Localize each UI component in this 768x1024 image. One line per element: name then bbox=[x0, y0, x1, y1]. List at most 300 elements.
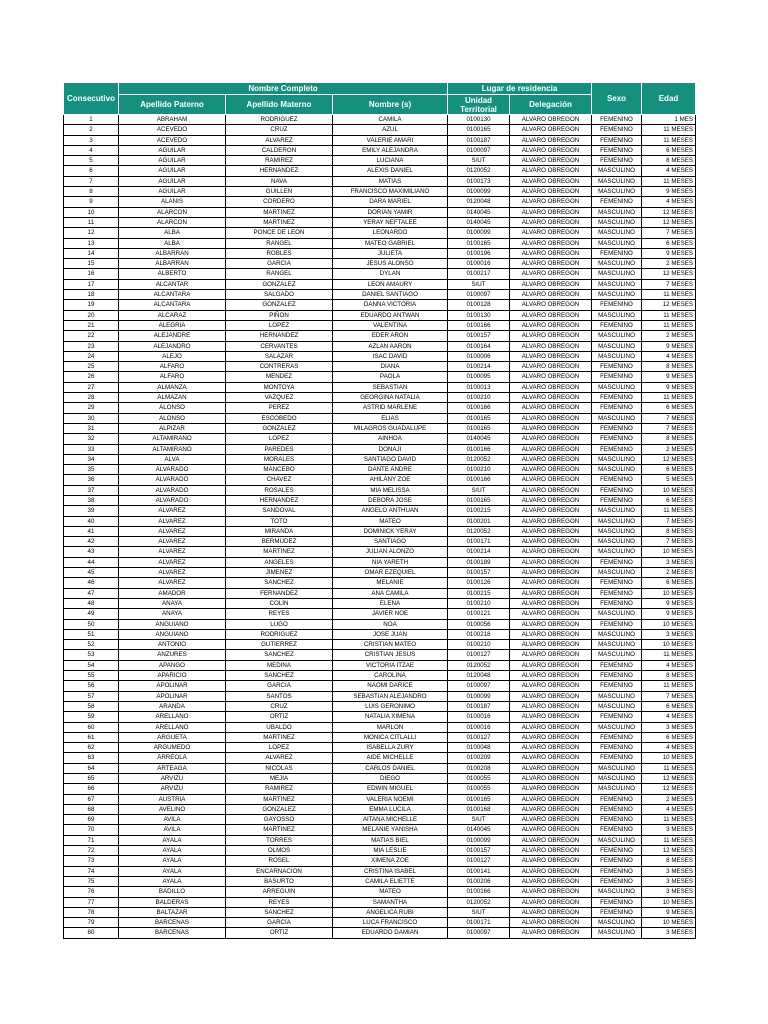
cell-sexo: FEMENINO bbox=[592, 619, 642, 629]
cell-edad: 3 MESES bbox=[642, 928, 696, 938]
cell-nombres: CARLOS DANIEL bbox=[333, 763, 448, 773]
cell-consecutivo: 8 bbox=[64, 187, 119, 197]
cell-consecutivo: 14 bbox=[64, 248, 119, 258]
cell-apellido-materno: RAMIREZ bbox=[226, 784, 333, 794]
cell-edad: 11 MESES bbox=[642, 835, 696, 845]
cell-sexo: FEMENINO bbox=[592, 588, 642, 598]
cell-nombres: DONAJI bbox=[333, 444, 448, 454]
cell-apellido-materno: SANDOVAL bbox=[226, 506, 333, 516]
cell-edad: 4 MESES bbox=[642, 660, 696, 670]
cell-nombres: ANA CAMILA bbox=[333, 588, 448, 598]
cell-edad: 4 MESES bbox=[642, 166, 696, 176]
cell-apellido-paterno: ALVAREZ bbox=[119, 506, 226, 516]
cell-consecutivo: 78 bbox=[64, 907, 119, 917]
cell-nombres: CAROLINA bbox=[333, 671, 448, 681]
cell-delegacion: ALVARO OBREGON bbox=[510, 454, 592, 464]
cell-nombres: DYLAN bbox=[333, 269, 448, 279]
cell-apellido-materno: BERMUDEZ bbox=[226, 537, 333, 547]
cell-apellido-materno: CONTRERAS bbox=[226, 362, 333, 372]
cell-edad: 12 MESES bbox=[642, 774, 696, 784]
cell-sexo: FEMENINO bbox=[592, 876, 642, 886]
cell-unidad-territorial: 0100210 bbox=[448, 640, 510, 650]
cell-apellido-paterno: ANTONIO bbox=[119, 640, 226, 650]
cell-edad: 1 MES bbox=[642, 115, 696, 125]
cell-delegacion: ALVARO OBREGON bbox=[510, 115, 592, 125]
cell-apellido-paterno: AGUILAR bbox=[119, 145, 226, 155]
cell-apellido-materno: SANCHEZ bbox=[226, 671, 333, 681]
cell-apellido-paterno: ALVAREZ bbox=[119, 526, 226, 536]
cell-unidad-territorial: 0140045 bbox=[448, 825, 510, 835]
cell-apellido-paterno: AMADOR bbox=[119, 588, 226, 598]
cell-sexo: MASCULINO bbox=[592, 568, 642, 578]
header-nombre-completo: Nombre Completo bbox=[119, 83, 448, 95]
cell-apellido-materno: LUGO bbox=[226, 619, 333, 629]
cell-delegacion: ALVARO OBREGON bbox=[510, 691, 592, 701]
cell-apellido-materno: ORTIZ bbox=[226, 712, 333, 722]
cell-delegacion: ALVARO OBREGON bbox=[510, 835, 592, 845]
cell-apellido-materno: SALGADO bbox=[226, 290, 333, 300]
cell-unidad-territorial: 0100126 bbox=[448, 578, 510, 588]
cell-delegacion: ALVARO OBREGON bbox=[510, 640, 592, 650]
cell-apellido-paterno: AVILA bbox=[119, 815, 226, 825]
cell-delegacion: ALVARO OBREGON bbox=[510, 774, 592, 784]
cell-sexo: MASCULINO bbox=[592, 774, 642, 784]
cell-consecutivo: 40 bbox=[64, 516, 119, 526]
cell-apellido-paterno: AYALA bbox=[119, 856, 226, 866]
cell-nombres: YERAY NEFTALEE bbox=[333, 217, 448, 227]
cell-consecutivo: 20 bbox=[64, 310, 119, 320]
cell-sexo: MASCULINO bbox=[592, 279, 642, 289]
cell-apellido-paterno: ALVA bbox=[119, 454, 226, 464]
cell-unidad-territorial: 0100214 bbox=[448, 362, 510, 372]
cell-delegacion: ALVARO OBREGON bbox=[510, 362, 592, 372]
cell-sexo: FEMENINO bbox=[592, 485, 642, 495]
table-row bbox=[64, 804, 696, 814]
table-row bbox=[64, 609, 696, 619]
cell-sexo: FEMENINO bbox=[592, 393, 642, 403]
cell-sexo: FEMENINO bbox=[592, 846, 642, 856]
cell-consecutivo: 71 bbox=[64, 835, 119, 845]
cell-apellido-materno: RAMIREZ bbox=[226, 156, 333, 166]
cell-apellido-materno: ALVAREZ bbox=[226, 753, 333, 763]
cell-nombres: SANTIAGO DAVID bbox=[333, 454, 448, 464]
cell-apellido-materno: GONZALEZ bbox=[226, 279, 333, 289]
cell-consecutivo: 39 bbox=[64, 506, 119, 516]
cell-edad: 10 MESES bbox=[642, 753, 696, 763]
table-row bbox=[64, 495, 696, 505]
cell-delegacion: ALVARO OBREGON bbox=[510, 866, 592, 876]
cell-apellido-paterno: ARGUMEDO bbox=[119, 743, 226, 753]
cell-nombres: EMILY ALEJANDRA bbox=[333, 145, 448, 155]
cell-consecutivo: 76 bbox=[64, 887, 119, 897]
table-row bbox=[64, 341, 696, 351]
cell-consecutivo: 52 bbox=[64, 640, 119, 650]
cell-nombres: CAMILA ELIETTE bbox=[333, 876, 448, 886]
cell-sexo: MASCULINO bbox=[592, 351, 642, 361]
cell-apellido-materno: PONCE DE LEON bbox=[226, 228, 333, 238]
cell-consecutivo: 68 bbox=[64, 804, 119, 814]
cell-sexo: MASCULINO bbox=[592, 238, 642, 248]
cell-consecutivo: 74 bbox=[64, 866, 119, 876]
cell-delegacion: ALVARO OBREGON bbox=[510, 413, 592, 423]
cell-apellido-materno: JIMENEZ bbox=[226, 568, 333, 578]
table-row bbox=[64, 115, 696, 125]
cell-nombres: LUCIANA bbox=[333, 156, 448, 166]
cell-apellido-materno: MARTINEZ bbox=[226, 217, 333, 227]
cell-consecutivo: 65 bbox=[64, 774, 119, 784]
cell-sexo: MASCULINO bbox=[592, 269, 642, 279]
cell-sexo: FEMENINO bbox=[592, 712, 642, 722]
cell-sexo: FEMENINO bbox=[592, 897, 642, 907]
cell-apellido-paterno: ALVAREZ bbox=[119, 557, 226, 567]
cell-delegacion: ALVARO OBREGON bbox=[510, 701, 592, 711]
cell-apellido-paterno: ALBERTO bbox=[119, 269, 226, 279]
cell-delegacion: ALVARO OBREGON bbox=[510, 269, 592, 279]
cell-apellido-paterno: ANAYA bbox=[119, 598, 226, 608]
cell-apellido-materno: ROSALES bbox=[226, 485, 333, 495]
cell-consecutivo: 11 bbox=[64, 217, 119, 227]
cell-unidad-territorial: 0120052 bbox=[448, 526, 510, 536]
cell-apellido-paterno: ALEGRIA bbox=[119, 320, 226, 330]
cell-delegacion: ALVARO OBREGON bbox=[510, 557, 592, 567]
cell-sexo: FEMENINO bbox=[592, 300, 642, 310]
cell-edad: 10 MESES bbox=[642, 918, 696, 928]
header-lugar-residencia: Lugar de residencia bbox=[448, 83, 592, 95]
cell-apellido-paterno: ARVIZU bbox=[119, 784, 226, 794]
cell-apellido-paterno: AGUILAR bbox=[119, 156, 226, 166]
cell-delegacion: ALVARO OBREGON bbox=[510, 176, 592, 186]
table-row bbox=[64, 722, 696, 732]
table-row bbox=[64, 547, 696, 557]
cell-apellido-paterno: AYALA bbox=[119, 835, 226, 845]
cell-apellido-paterno: ALEJANDRE bbox=[119, 331, 226, 341]
cell-apellido-materno: MENDEZ bbox=[226, 372, 333, 382]
cell-unidad-territorial: 0100157 bbox=[448, 331, 510, 341]
cell-nombres: VALENTINA bbox=[333, 320, 448, 330]
cell-delegacion: ALVARO OBREGON bbox=[510, 423, 592, 433]
cell-nombres: DEBORA JOSE bbox=[333, 495, 448, 505]
cell-unidad-territorial: 0100171 bbox=[448, 918, 510, 928]
cell-unidad-territorial: 0100056 bbox=[448, 619, 510, 629]
cell-unidad-territorial: 0120048 bbox=[448, 197, 510, 207]
cell-edad: 7 MESES bbox=[642, 423, 696, 433]
cell-unidad-territorial: 0100210 bbox=[448, 598, 510, 608]
cell-consecutivo: 42 bbox=[64, 537, 119, 547]
cell-consecutivo: 46 bbox=[64, 578, 119, 588]
cell-apellido-materno: COLIN bbox=[226, 598, 333, 608]
cell-nombres: LUCA FRANCISCO bbox=[333, 918, 448, 928]
cell-apellido-materno: GONZALEZ bbox=[226, 423, 333, 433]
cell-consecutivo: 43 bbox=[64, 547, 119, 557]
cell-consecutivo: 34 bbox=[64, 454, 119, 464]
cell-unidad-territorial: 0100166 bbox=[448, 444, 510, 454]
cell-consecutivo: 13 bbox=[64, 238, 119, 248]
cell-nombres: ELENA bbox=[333, 598, 448, 608]
cell-unidad-territorial: S/UT bbox=[448, 485, 510, 495]
cell-delegacion: ALVARO OBREGON bbox=[510, 526, 592, 536]
cell-apellido-materno: MARTINEZ bbox=[226, 825, 333, 835]
table-row bbox=[64, 640, 696, 650]
cell-sexo: FEMENINO bbox=[592, 866, 642, 876]
cell-consecutivo: 15 bbox=[64, 259, 119, 269]
cell-apellido-materno: GARCIA bbox=[226, 259, 333, 269]
table-row bbox=[64, 743, 696, 753]
cell-nombres: NAOMI DARICE bbox=[333, 681, 448, 691]
cell-edad: 2 MESES bbox=[642, 331, 696, 341]
cell-nombres: XIMENA ZOE bbox=[333, 856, 448, 866]
cell-unidad-territorial: 0100209 bbox=[448, 753, 510, 763]
cell-sexo: FEMENINO bbox=[592, 444, 642, 454]
cell-consecutivo: 64 bbox=[64, 763, 119, 773]
cell-edad: 11 MESES bbox=[642, 393, 696, 403]
cell-nombres: EDWIN MIGUEL bbox=[333, 784, 448, 794]
cell-delegacion: ALVARO OBREGON bbox=[510, 722, 592, 732]
cell-delegacion: ALVARO OBREGON bbox=[510, 609, 592, 619]
table-row bbox=[64, 526, 696, 536]
cell-edad: 3 MESES bbox=[642, 866, 696, 876]
cell-nombres: EDUARDO DAMIAN bbox=[333, 928, 448, 938]
cell-edad: 4 MESES bbox=[642, 197, 696, 207]
table-row bbox=[64, 145, 696, 155]
table-row bbox=[64, 846, 696, 856]
table-row bbox=[64, 217, 696, 227]
cell-apellido-materno: CRUZ bbox=[226, 125, 333, 135]
table-row bbox=[64, 557, 696, 567]
cell-consecutivo: 30 bbox=[64, 413, 119, 423]
cell-unidad-territorial: S/UT bbox=[448, 815, 510, 825]
cell-apellido-materno: CERVANTES bbox=[226, 341, 333, 351]
cell-nombres: SANTIAGO bbox=[333, 537, 448, 547]
cell-apellido-materno: MIRANDA bbox=[226, 526, 333, 536]
table-row bbox=[64, 135, 696, 145]
cell-apellido-materno: ESCOBEDO bbox=[226, 413, 333, 423]
cell-edad: 4 MESES bbox=[642, 712, 696, 722]
cell-apellido-paterno: ALBARRAN bbox=[119, 259, 226, 269]
cell-edad: 12 MESES bbox=[642, 784, 696, 794]
cell-nombres: EDER ARON bbox=[333, 331, 448, 341]
cell-edad: 12 MESES bbox=[642, 217, 696, 227]
cell-delegacion: ALVARO OBREGON bbox=[510, 568, 592, 578]
cell-apellido-paterno: AGUILAR bbox=[119, 176, 226, 186]
cell-nombres: NIA YARETH bbox=[333, 557, 448, 567]
cell-apellido-materno: SANTOS bbox=[226, 691, 333, 701]
cell-delegacion: ALVARO OBREGON bbox=[510, 928, 592, 938]
cell-sexo: MASCULINO bbox=[592, 650, 642, 660]
cell-edad: 2 MESES bbox=[642, 444, 696, 454]
cell-unidad-territorial: 0140045 bbox=[448, 217, 510, 227]
cell-apellido-paterno: ARTEAGA bbox=[119, 763, 226, 773]
cell-apellido-materno: TORRES bbox=[226, 835, 333, 845]
cell-consecutivo: 53 bbox=[64, 650, 119, 660]
cell-apellido-materno: GUTIERREZ bbox=[226, 640, 333, 650]
cell-apellido-paterno: ALVAREZ bbox=[119, 537, 226, 547]
cell-apellido-materno: GONZALEZ bbox=[226, 804, 333, 814]
cell-apellido-materno: CORDERO bbox=[226, 197, 333, 207]
cell-edad: 7 MESES bbox=[642, 537, 696, 547]
cell-apellido-paterno: ALFARO bbox=[119, 372, 226, 382]
cell-consecutivo: 2 bbox=[64, 125, 119, 135]
cell-apellido-materno: LOPEZ bbox=[226, 743, 333, 753]
cell-apellido-materno: SANCHEZ bbox=[226, 650, 333, 660]
cell-edad: 9 MESES bbox=[642, 609, 696, 619]
cell-apellido-materno: ROSEL bbox=[226, 856, 333, 866]
cell-edad: 6 MESES bbox=[642, 495, 696, 505]
cell-unidad-territorial: 0100157 bbox=[448, 568, 510, 578]
cell-apellido-paterno: ALEJANDRO bbox=[119, 341, 226, 351]
table-row bbox=[64, 907, 696, 917]
cell-edad: 10 MESES bbox=[642, 897, 696, 907]
cell-edad: 7 MESES bbox=[642, 691, 696, 701]
cell-sexo: MASCULINO bbox=[592, 382, 642, 392]
table-row bbox=[64, 485, 696, 495]
cell-delegacion: ALVARO OBREGON bbox=[510, 372, 592, 382]
cell-sexo: FEMENINO bbox=[592, 753, 642, 763]
cell-sexo: MASCULINO bbox=[592, 918, 642, 928]
cell-apellido-materno: OLMOS bbox=[226, 846, 333, 856]
cell-consecutivo: 24 bbox=[64, 351, 119, 361]
cell-apellido-materno: SANCHEZ bbox=[226, 578, 333, 588]
table-row bbox=[64, 434, 696, 444]
table-row bbox=[64, 259, 696, 269]
cell-sexo: FEMENINO bbox=[592, 732, 642, 742]
table-row bbox=[64, 166, 696, 176]
cell-consecutivo: 73 bbox=[64, 856, 119, 866]
cell-apellido-paterno: ALCANTARA bbox=[119, 300, 226, 310]
cell-apellido-materno: SALAZAR bbox=[226, 351, 333, 361]
cell-apellido-paterno: ALARCON bbox=[119, 217, 226, 227]
table-row bbox=[64, 125, 696, 135]
cell-sexo: MASCULINO bbox=[592, 465, 642, 475]
cell-unidad-territorial: 0100165 bbox=[448, 125, 510, 135]
cell-nombres: GEORGINA NATALIA bbox=[333, 393, 448, 403]
cell-unidad-territorial: 0120052 bbox=[448, 166, 510, 176]
cell-edad: 11 MESES bbox=[642, 650, 696, 660]
cell-delegacion: ALVARO OBREGON bbox=[510, 485, 592, 495]
cell-edad: 4 MESES bbox=[642, 804, 696, 814]
cell-unidad-territorial: 0100189 bbox=[448, 557, 510, 567]
cell-edad: 10 MESES bbox=[642, 485, 696, 495]
cell-unidad-territorial: 0100166 bbox=[448, 475, 510, 485]
cell-apellido-materno: PEREZ bbox=[226, 403, 333, 413]
cell-apellido-paterno: ARREOLA bbox=[119, 753, 226, 763]
cell-delegacion: ALVARO OBREGON bbox=[510, 434, 592, 444]
cell-nombres: SEBASTIAN ALEJANDRO bbox=[333, 691, 448, 701]
cell-delegacion: ALVARO OBREGON bbox=[510, 156, 592, 166]
cell-unidad-territorial: 0100165 bbox=[448, 238, 510, 248]
cell-unidad-territorial: 0100006 bbox=[448, 351, 510, 361]
cell-sexo: FEMENINO bbox=[592, 825, 642, 835]
table-row bbox=[64, 382, 696, 392]
table-row bbox=[64, 207, 696, 217]
cell-delegacion: ALVARO OBREGON bbox=[510, 732, 592, 742]
cell-consecutivo: 5 bbox=[64, 156, 119, 166]
cell-apellido-materno: GARCIA bbox=[226, 681, 333, 691]
cell-sexo: FEMENINO bbox=[592, 362, 642, 372]
cell-apellido-paterno: ALPIZAR bbox=[119, 423, 226, 433]
cell-unidad-territorial: 0100187 bbox=[448, 701, 510, 711]
cell-edad: 9 MESES bbox=[642, 341, 696, 351]
cell-nombres: JESUS ALONSO bbox=[333, 259, 448, 269]
cell-unidad-territorial: 0100164 bbox=[448, 341, 510, 351]
cell-edad: 7 MESES bbox=[642, 516, 696, 526]
cell-apellido-materno: PIÑON bbox=[226, 310, 333, 320]
cell-nombres: JOSE JUAN bbox=[333, 629, 448, 639]
cell-sexo: FEMENINO bbox=[592, 320, 642, 330]
cell-apellido-materno: FERNANDEZ bbox=[226, 588, 333, 598]
cell-consecutivo: 55 bbox=[64, 671, 119, 681]
cell-sexo: MASCULINO bbox=[592, 516, 642, 526]
cell-consecutivo: 49 bbox=[64, 609, 119, 619]
cell-nombres: OMAR EZEQUIEL bbox=[333, 568, 448, 578]
cell-nombres: AITANA MICHELLE bbox=[333, 815, 448, 825]
cell-consecutivo: 26 bbox=[64, 372, 119, 382]
table-row bbox=[64, 516, 696, 526]
table-row bbox=[64, 454, 696, 464]
cell-unidad-territorial: 0100097 bbox=[448, 290, 510, 300]
cell-sexo: MASCULINO bbox=[592, 217, 642, 227]
cell-delegacion: ALVARO OBREGON bbox=[510, 125, 592, 135]
table-row bbox=[64, 578, 696, 588]
cell-apellido-paterno: ALMAZAN bbox=[119, 393, 226, 403]
cell-consecutivo: 59 bbox=[64, 712, 119, 722]
cell-delegacion: ALVARO OBREGON bbox=[510, 629, 592, 639]
cell-sexo: FEMENINO bbox=[592, 115, 642, 125]
cell-edad: 11 MESES bbox=[642, 290, 696, 300]
cell-consecutivo: 37 bbox=[64, 485, 119, 495]
cell-nombres: JAVIER NOE bbox=[333, 609, 448, 619]
table-row bbox=[64, 403, 696, 413]
cell-delegacion: ALVARO OBREGON bbox=[510, 856, 592, 866]
cell-unidad-territorial: 0100095 bbox=[448, 372, 510, 382]
cell-sexo: MASCULINO bbox=[592, 290, 642, 300]
cell-consecutivo: 50 bbox=[64, 619, 119, 629]
cell-nombres: ELIAS bbox=[333, 413, 448, 423]
cell-edad: 8 MESES bbox=[642, 156, 696, 166]
cell-apellido-paterno: ABRAHAM bbox=[119, 115, 226, 125]
cell-apellido-materno: LOPEZ bbox=[226, 434, 333, 444]
cell-consecutivo: 25 bbox=[64, 362, 119, 372]
cell-edad: 10 MESES bbox=[642, 619, 696, 629]
cell-sexo: MASCULINO bbox=[592, 784, 642, 794]
cell-nombres: EMMA LUCILA bbox=[333, 804, 448, 814]
table-row bbox=[64, 650, 696, 660]
cell-sexo: FEMENINO bbox=[592, 815, 642, 825]
cell-apellido-paterno: AGUILAR bbox=[119, 166, 226, 176]
table-row bbox=[64, 784, 696, 794]
cell-sexo: FEMENINO bbox=[592, 660, 642, 670]
cell-consecutivo: 41 bbox=[64, 526, 119, 536]
table-row bbox=[64, 701, 696, 711]
cell-sexo: FEMENINO bbox=[592, 907, 642, 917]
cell-apellido-materno: MARTINEZ bbox=[226, 547, 333, 557]
table-row bbox=[64, 269, 696, 279]
table-row bbox=[64, 825, 696, 835]
cell-consecutivo: 62 bbox=[64, 743, 119, 753]
cell-delegacion: ALVARO OBREGON bbox=[510, 681, 592, 691]
cell-delegacion: ALVARO OBREGON bbox=[510, 403, 592, 413]
cell-edad: 9 MESES bbox=[642, 248, 696, 258]
cell-delegacion: ALVARO OBREGON bbox=[510, 815, 592, 825]
cell-consecutivo: 69 bbox=[64, 815, 119, 825]
cell-apellido-paterno: AVILA bbox=[119, 825, 226, 835]
cell-apellido-paterno: AYALA bbox=[119, 846, 226, 856]
table-row bbox=[64, 794, 696, 804]
cell-consecutivo: 17 bbox=[64, 279, 119, 289]
cell-consecutivo: 10 bbox=[64, 207, 119, 217]
table-row bbox=[64, 568, 696, 578]
cell-unidad-territorial: 0100141 bbox=[448, 866, 510, 876]
cell-delegacion: ALVARO OBREGON bbox=[510, 495, 592, 505]
